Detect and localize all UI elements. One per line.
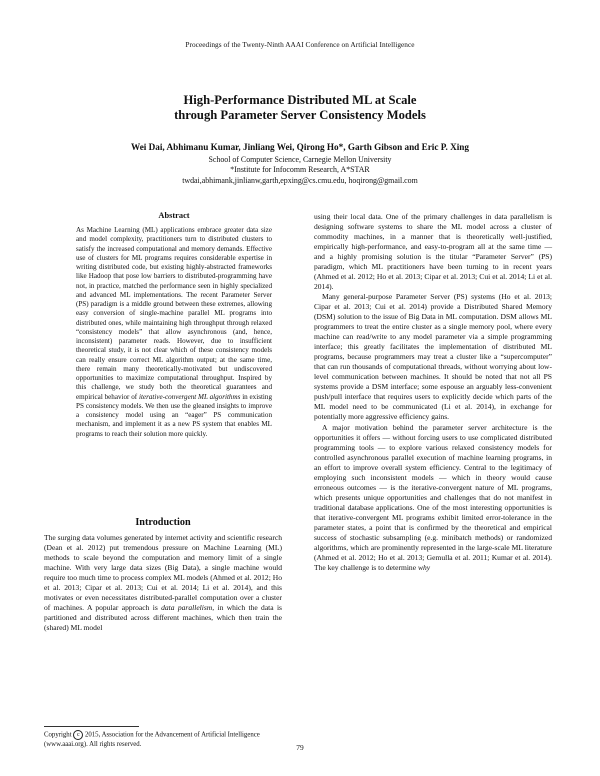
title-line-2: through Parameter Server Consistency Models — [174, 108, 426, 122]
abstract-paragraph — [76, 226, 272, 439]
right-paragraph-0: using their local data. One of the primary challenges in data parallelism is designing software systems to share the ML model across a cluster of commodity machines, in a manner that is theoretically well-justified, empirically high-performance, and easy-to-program all at the same time — and a highly promising solution is the titular “Parameter Server” (PS) paradigm, which ML practitioners have been turning to in recent years (Ahmed et al. 2012; Ho et al. 2013; Cipar et al. 2013; Cui et al. 2014; Li et al. 2014). — [314, 212, 552, 291]
copyright-post: 2015, Association for the Advancement of Artificial Intelligence (www.aaai.org). All rights reserved. — [44, 731, 260, 748]
abstract-text: As Machine Learning (ML) applications embrace greater data size and model complexity, practitioners turn to distributed clusters to satisfy the increased computational and memory demands. Effective use of clusters for ML programs requires considerable expertise in writing distributed code, but existing highly-abstracted frameworks like Hadoop that pose low barriers to distributed-programming have not, in practice, matched the performance seen in highly specialized and advanced ML implementations. The recent Parameter Server (PS) paradigm is a middle ground between these extremes, allowing easy conversion of single-machine parallel ML programs into distributed ones, while maintaining high throughput through relaxed “consistency models” that allow asynchronous (and, hence, inconsistent) parameter reads. However, due to insufficient theoretical study, it is not clear which of these consistency models can really ensure correct ML algorithm output; at the same time, there remain many theoretically-motivated but undiscovered opportunities to maximize computational throughput. Inspired by this challenge, we study both the theoretical guarantees and empirical behavior of — [76, 226, 272, 401]
intro-text-b: in which the data is partitioned and distributed across different machines, which then train the (shared) ML model — [44, 603, 282, 632]
copyright-pre: Copyright — [44, 731, 72, 739]
abstract-text-end: in existing PS consistency models. We then use the gleaned insights to improve a consistency model using an “eager” PS communication mechanism, and implement it as a new PS system that enables ML programs to reach their solution more quickly. — [76, 392, 272, 438]
right-column-body — [314, 212, 552, 573]
page-number: 79 — [296, 743, 304, 752]
copyright-symbol: c — [73, 730, 83, 740]
right-paragraph-1: Many general-purpose Parameter Server (PS) systems (Ho et al. 2013; Cipar et al. 2013; Cui et al. 2014) provide a Distributed Shared Memory (DSM) solution to the issue of Big Data in ML computation. DSM allows ML programmers to treat the entire cluster as a single memory pool, where every machine can read/write to any model parameter via a simple programming interface; this greatly facilitates the implementation of distributed ML programs, because programmers may treat a cluster like a “supercomputer” that can run thousands of computational threads, without worrying about low-level communication between machines. It should be noted that not all PS systems provide a DSM interface; some espouse an arguably less-convenient push/pull interface that requires users to explicitly decide which parts of the ML model need to be communicated (Li et al. 2014), in exchange for potentially more aggressive efficiency gains. — [314, 292, 552, 421]
left-column-body — [44, 533, 282, 633]
intro-emphasis: data parallelism, — [161, 603, 215, 612]
footnote-rule — [44, 726, 139, 727]
abstract-emphasis: iterative-convergent ML algorithms — [138, 392, 241, 401]
affiliation-1: School of Computer Science, Carnegie Mellon University — [208, 155, 392, 164]
right-text-a: A major motivation behind the parameter server architecture is the opportunities it offers — without forcing users to use complicated distributed programming tools — to explore various relaxed consistency models for controlled asynchronous parallel execution of machine learning programs, in an effort to improve overall system efficiency. Central to the legitimacy of employing such inconsistent models — which in theory would cause erroneous outcomes — is the iterative-convergent nature of ML programs, which presents unique opportunities and challenges that do not manifest in traditional database applications. One of the most interesting opportunities is that iterative-convergent ML programs exhibit limited error-tolerance in the parameter states, a point that is confirmed by the theoretical and empirical success of stochastic subsampling (e.g. minibatch methods) or randomized algorithms, which are prominently represented in the large-scale ML literature (Ahmed et al. 2012; Ho et al. 2013; Gemulla et al. 2011; Kumar et al. 2014). The key challenge is to determine — [314, 423, 552, 572]
author-emails: twdai,abhimank,jinlianw,garth,epxing@cs.cmu.edu, hoqirong@gmail.com — [182, 176, 418, 185]
affiliation-2: *Institute for Infocomm Research, A*STAR — [230, 165, 370, 174]
intro-paragraph-1 — [44, 533, 282, 633]
introduction-heading: Introduction — [135, 517, 191, 528]
abstract-heading: Abstract — [158, 211, 190, 220]
author-list: Wei Dai, Abhimanu Kumar, Jinliang Wei, Qirong Ho*, Garth Gibson and Eric P. Xing — [131, 142, 469, 152]
right-emphasis: why — [417, 563, 431, 572]
paper-title — [60, 93, 540, 123]
intro-text-a: The surging data volumes generated by internet activity and scientific research (Dean et al. 2012) put tremendous pressure on Machine Learning (ML) methods to scale beyond the computation and memory limit of a single machine. With very large data sizes (Big Data), a single machine would require too much time to process complex ML models (Ahmed et al. 2012; Ho et al. 2013; Cipar et al. 2013; Cui et al. 2014; Li et al. 2014), and this motivates or even necessitates distributed-parallel computation over a cluster of machines. A popular approach is — [44, 533, 282, 612]
proceedings-header: Proceedings of the Twenty-Ninth AAAI Conference on Artificial Intelligence — [185, 40, 415, 49]
abstract-body — [76, 226, 272, 439]
title-line-1: High-Performance Distributed ML at Scale — [183, 93, 417, 107]
right-paragraph-2 — [314, 423, 552, 573]
